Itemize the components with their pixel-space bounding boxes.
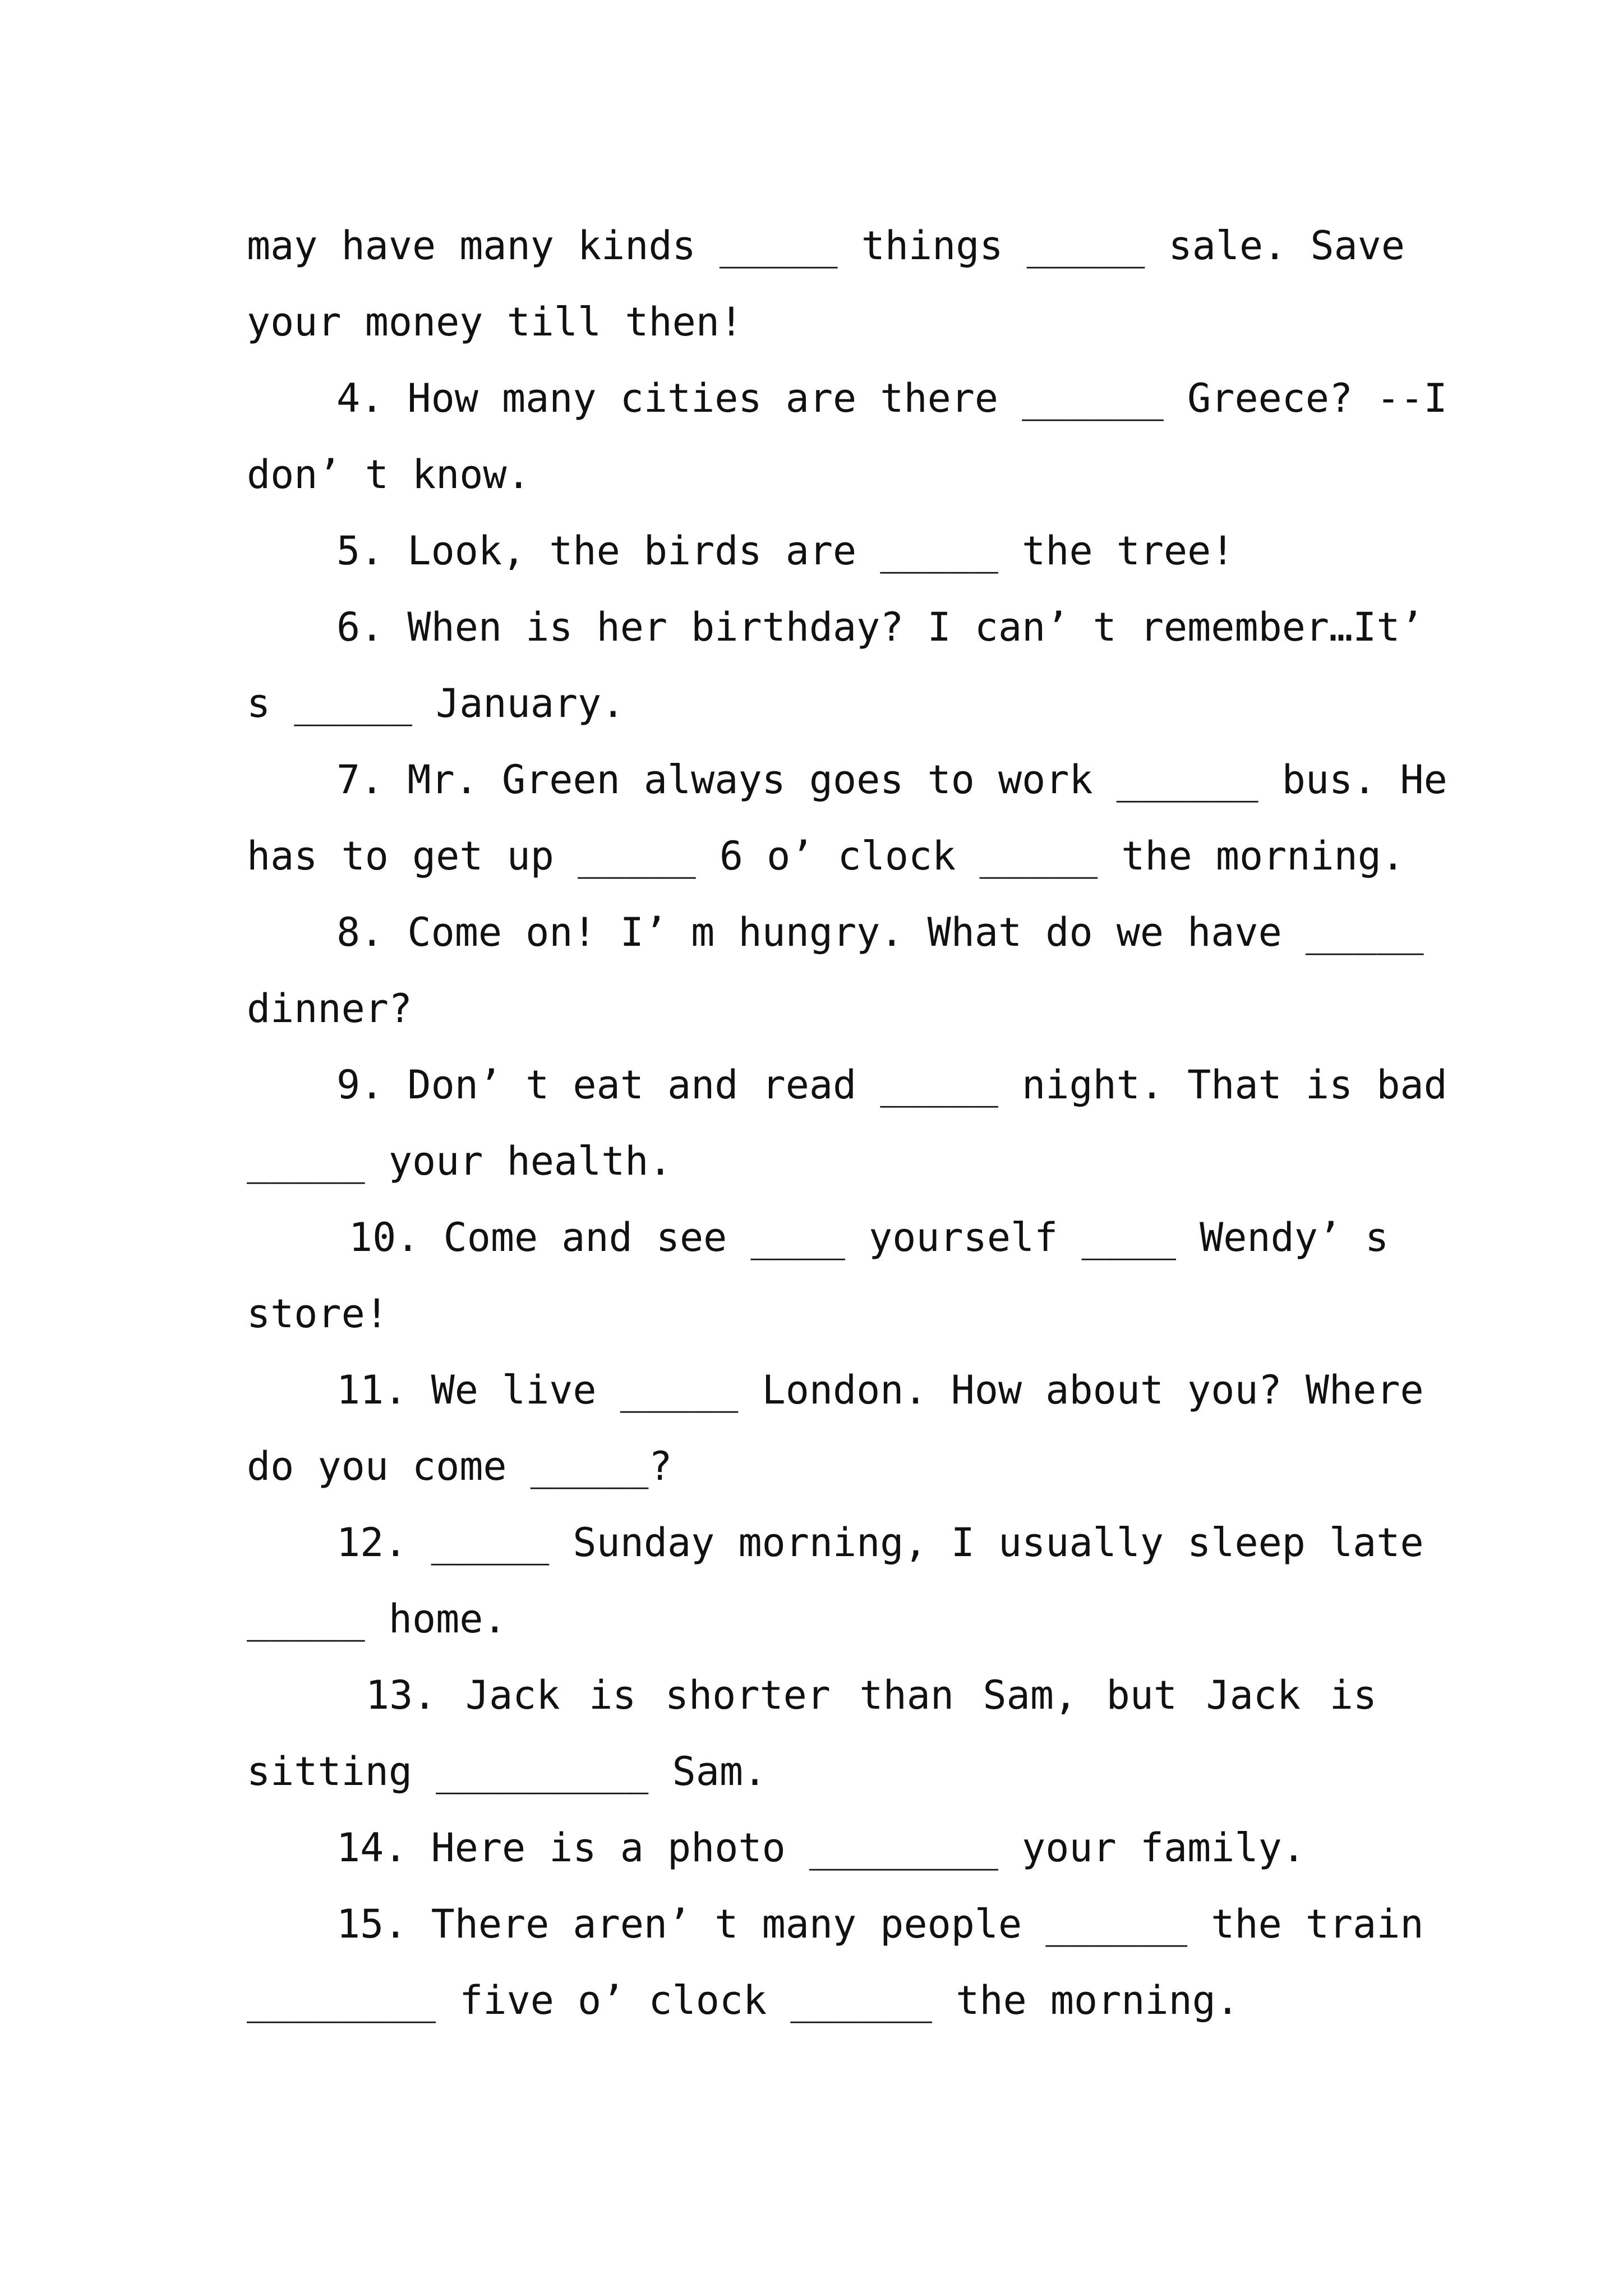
question-13: 13. Jack is shorter than Sam, but Jack is [366, 1672, 1377, 1718]
text-line: s _____ January. [247, 680, 625, 726]
question-11: 11. We live _____ London. How about you? Where [336, 1367, 1424, 1413]
text-line: may have many kinds _____ things _____ sale. Save [247, 223, 1405, 269]
text-line: _____ your health. [247, 1138, 672, 1184]
question-15: 15. There aren’ t many people ______ the train [336, 1901, 1424, 1947]
text-line: store! [247, 1291, 389, 1337]
question-8: 8. Come on! I’ m hungry. What do we have _____ [336, 909, 1424, 955]
question-9: 9. Don’ t eat and read _____ night. That is bad [336, 1062, 1447, 1108]
text-line: dinner? [247, 986, 413, 1032]
question-5: 5. Look, the birds are _____ the tree! [336, 528, 1235, 574]
text-line: sitting _________ Sam. [247, 1749, 767, 1795]
question-4: 4. How many cities are there ______ Greece? --I [336, 375, 1447, 421]
text-line: don’ t know. [247, 452, 531, 498]
question-10: 10. Come and see ____ yourself ____ Wendy’ s [349, 1214, 1389, 1260]
text-line: ________ five o’ clock ______ the morning. [247, 1977, 1240, 2023]
text-line: do you come _____? [247, 1443, 672, 1489]
text-line: _____ home. [247, 1596, 507, 1642]
question-14: 14. Here is a photo ________ your family. [336, 1825, 1306, 1871]
text-line: your money till then! [247, 299, 744, 345]
text-line: has to get up _____ 6 o’ clock _____ the morning. [247, 833, 1405, 879]
question-7: 7. Mr. Green always goes to work ______ bus. He [336, 757, 1447, 803]
question-12: 12. _____ Sunday morning, I usually sleep late [336, 1520, 1424, 1566]
question-6: 6. When is her birthday? I can’ t remember…It’ [336, 604, 1424, 650]
